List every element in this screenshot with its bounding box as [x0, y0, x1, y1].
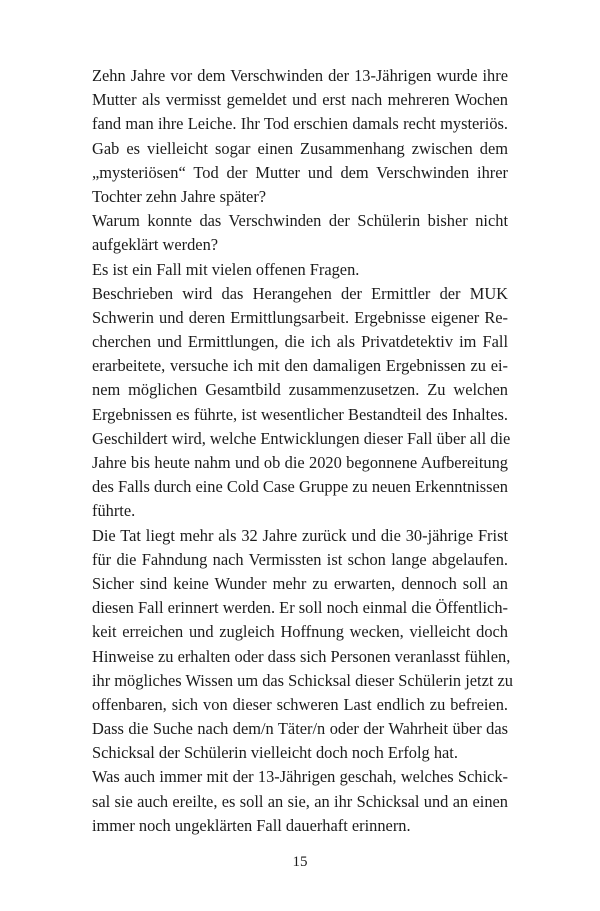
text-line: Gab es vielleicht sogar einen Zusammenhang zwischen dem: [92, 138, 508, 158]
text-line: Hinweise zu erhalten oder dass sich Personen veranlasst fühlen,: [92, 646, 511, 666]
text-line: Jahre bis heute nahm und ob die 2020 begonnene Aufbereitung: [92, 453, 508, 472]
text-line: Ergebnissen es führte, ist wesentlicher Bestandteil des Inhaltes.: [92, 404, 508, 424]
text-line: cherchen und Ermittlungen, die ich als Privatdetektiv im Fall: [92, 332, 508, 352]
text-line: immer noch ungeklärten Fall dauerhaft erinnern.: [92, 815, 411, 835]
text-line: führte.: [92, 501, 136, 521]
text-line: Dass die Suche nach dem/n Täter/n oder der Wahrheit über das: [92, 719, 508, 739]
text-line: Was auch immer mit der 13-Jährigen geschah, welches Schick-: [92, 767, 508, 787]
body-text: [92, 64, 514, 838]
text-line: aufgeklärt werden?: [92, 235, 219, 255]
text-line: ihr mögliches Wissen um das Schicksal dieser Schülerin jetzt zu: [92, 670, 514, 690]
text-line: Beschrieben wird das Herangehen der Ermittler der MUK: [92, 283, 508, 303]
text-line: Geschildert wird, welche Entwicklungen dieser Fall über all die: [92, 428, 511, 448]
text-line: Die Tat liegt mehr als 32 Jahre zurück und die 30-jährige Frist: [92, 525, 508, 545]
text-line: fand man ihre Leiche. Ihr Tod erschien damals recht mysteriös.: [92, 114, 508, 134]
text-line: Schicksal der Schülerin vielleicht doch noch Erfolg hat.: [92, 743, 458, 763]
text-line: Mutter als vermisst gemeldet und erst nach mehreren Wochen: [92, 90, 508, 110]
text-line: offenbaren, sich von dieser schweren Last endlich zu befreien.: [92, 694, 508, 714]
text-line: Schwerin und deren Ermittlungsarbeit. Ergebnisse eigener Re-: [92, 307, 508, 327]
text-line: sal sie auch ereilte, es soll an sie, an ihr Schicksal und an einen: [92, 791, 508, 811]
text-line: Sicher sind keine Wunder mehr zu erwarten, dennoch soll an: [92, 573, 508, 593]
text-line: keit erreichen und zugleich Hoffnung wecken, vielleicht doch: [92, 622, 508, 642]
page-number: 15: [292, 854, 308, 870]
text-line: Zehn Jahre vor dem Verschwinden der 13-Jährigen wurde ihre: [92, 66, 508, 85]
text-line: für die Fahndung nach Vermissten ist schon lange abgelaufen.: [92, 549, 508, 569]
text-line: Tochter zehn Jahre später?: [92, 186, 267, 206]
text-line: nem möglichen Gesamtbild zusammenzusetzen. Zu welchen: [92, 380, 508, 400]
text-line: „mysteriösen“ Tod der Mutter und dem Verschwinden ihrer: [92, 162, 508, 182]
text-line: erarbeitete, versuche ich mit den damaligen Ergebnissen zu ei-: [92, 356, 508, 376]
text-line: diesen Fall erinnert werden. Er soll noch einmal die Öffentlich-: [92, 598, 508, 618]
text-line: des Falls durch eine Cold Case Gruppe zu neuen Erkenntnissen: [92, 477, 508, 497]
text-line: Warum konnte das Verschwinden der Schülerin bisher nicht: [92, 211, 508, 231]
text-line: Es ist ein Fall mit vielen offenen Fragen.: [92, 259, 360, 279]
